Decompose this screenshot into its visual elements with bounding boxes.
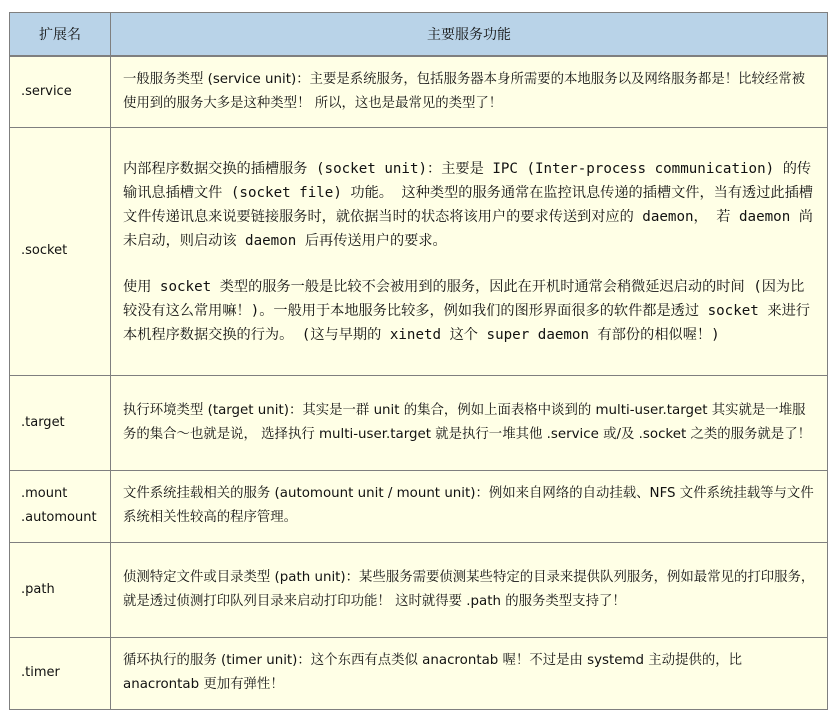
header-function: 主要服务功能: [111, 13, 828, 57]
extension-automount: .automount: [21, 510, 97, 525]
extension-cell: .path: [10, 542, 111, 637]
header-extension: 扩展名: [10, 13, 111, 57]
table-row-mount: [10, 470, 828, 542]
extension-cell: .socket: [10, 127, 111, 375]
description-paragraph: 使用 socket 类型的服务一般是比较不会被用到的服务，因此在开机时通常会稍微延迟启动的时间 (因为比较没有这么常用嘛！)。一般用于本地服务比较多，例如我们的图形界面很多的软件都是透过 socket 来进行本机程序数据交换的行为。 (这与早期的 xinetd 这个 super daemon 有部份的相似喔！): [123, 278, 810, 343]
description-cell: 文件系统挂载相关的服务 (automount unit / mount unit)：例如来自网络的自动挂载、NFS 文件系统挂载等与文件系统相关性较高的程序管理。: [111, 470, 828, 542]
description-cell: 一般服务类型 (service unit)：主要是系统服务，包括服务器本身所需要的本地服务以及网络服务都是！比较经常被使用到的服务大多是这种类型！ 所以，这也是最常见的类型了！: [111, 56, 828, 127]
description-paragraph: 内部程序数据交换的插槽服务 (socket unit)：主要是 IPC (Inter-process communication) 的传输讯息插槽文件 (socket file) 功能。 这种类型的服务通常在监控讯息传递的插槽文件，当有透过此插槽文件传递讯息来说要链接服务时，就依据当时的状态将该用户的要求传送到对应的 daemon， 若 daemon 尚未启动，则启动该 daemon 后再传送用户的要求。: [123, 160, 813, 250]
description-cell: [111, 127, 828, 375]
unit-types-table: [9, 12, 828, 710]
table-row-target: [10, 375, 828, 470]
description-cell: 循环执行的服务 (timer unit)：这个东西有点类似 anacrontab 喔！不过是由 systemd 主动提供的，比 anacrontab 更加有弹性！: [111, 637, 828, 709]
extension-cell: .service: [10, 56, 111, 127]
table-header-row: [10, 13, 828, 57]
description-cell: 执行环境类型 (target unit)：其实是一群 unit 的集合，例如上面表格中谈到的 multi-user.target 其实就是一堆服务的集合～也就是说， 选择执行 multi-user.target 就是执行一堆其他 .service 或/及 .socket 之类的服务就是了！: [111, 375, 828, 470]
table-row-service: [10, 56, 828, 127]
extension-cell: [10, 470, 111, 542]
extension-mount: .mount: [21, 486, 68, 501]
table-row-path: [10, 542, 828, 637]
extension-cell: .timer: [10, 637, 111, 709]
table-row-socket: [10, 127, 828, 375]
unit-types-table-container: [9, 12, 827, 710]
description-cell: 侦测特定文件或目录类型 (path unit)：某些服务需要侦测某些特定的目录来提供队列服务，例如最常见的打印服务，就是透过侦测打印队列目录来启动打印功能！ 这时就得要 .path 的服务类型支持了！: [111, 542, 828, 637]
extension-cell: .target: [10, 375, 111, 470]
table-row-timer: [10, 637, 828, 709]
